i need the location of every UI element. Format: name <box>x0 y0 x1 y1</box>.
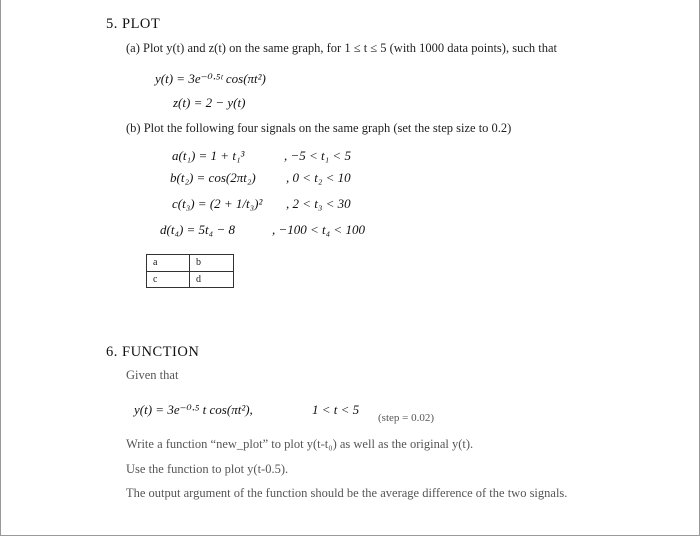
q6-title: 6. FUNCTION <box>106 344 200 360</box>
q5-part-a: (a) Plot y(t) and z(t) on the same graph, for 1 ≤ t ≤ 5 (with 1000 data points), such that <box>126 41 557 55</box>
signal-b-range: , 0 < t₂ < 10 <box>286 170 351 185</box>
q6-step: (step = 0.02) <box>378 412 434 424</box>
q6-equation: y(t) = 3e⁻⁰·⁵ t cos(πt²), <box>134 402 253 417</box>
subplot-grid-table <box>146 254 234 288</box>
signal-a-range: , −5 < t₁ < 5 <box>284 148 351 163</box>
grid-cell-c: c <box>153 274 158 285</box>
q6-range: 1 < t < 5 <box>312 402 360 417</box>
signal-a-equation: a(t₁) = 1 + t₁³ <box>172 148 245 163</box>
signal-c-range: , 2 < t₃ < 30 <box>286 196 351 211</box>
q5-equation-z: z(t) = 2 − y(t) <box>173 95 246 110</box>
signal-b-equation: b(t₂) = cos(2πt₂) <box>170 170 256 185</box>
signal-d-equation: d(t₄) = 5t₄ − 8 <box>160 222 235 237</box>
q5-equation-y: y(t) = 3e⁻⁰·⁵ᵗ cos(πt²) <box>155 71 266 86</box>
grid-cell-a: a <box>153 257 158 268</box>
q5-part-b: (b) Plot the following four signals on the same graph (set the step size to 0.2) <box>126 121 512 135</box>
signal-d-range: , −100 < t₄ < 100 <box>272 222 365 237</box>
q6-instruction-1: Write a function “new_plot” to plot y(t-t₀) as well as the original y(t). <box>126 437 474 451</box>
q6-instruction-3: The output argument of the function should be the average difference of the two signals. <box>126 486 568 500</box>
grid-cell-b: b <box>196 257 201 268</box>
q5-title: 5. PLOT <box>106 16 161 32</box>
q6-given: Given that <box>126 368 179 382</box>
q6-instruction-2: Use the function to plot y(t-0.5). <box>126 462 289 476</box>
grid-cell-d: d <box>196 274 201 285</box>
page-border-left <box>0 0 1 536</box>
signal-c-equation: c(t₃) = (2 + 1/t₃)² <box>172 196 263 211</box>
